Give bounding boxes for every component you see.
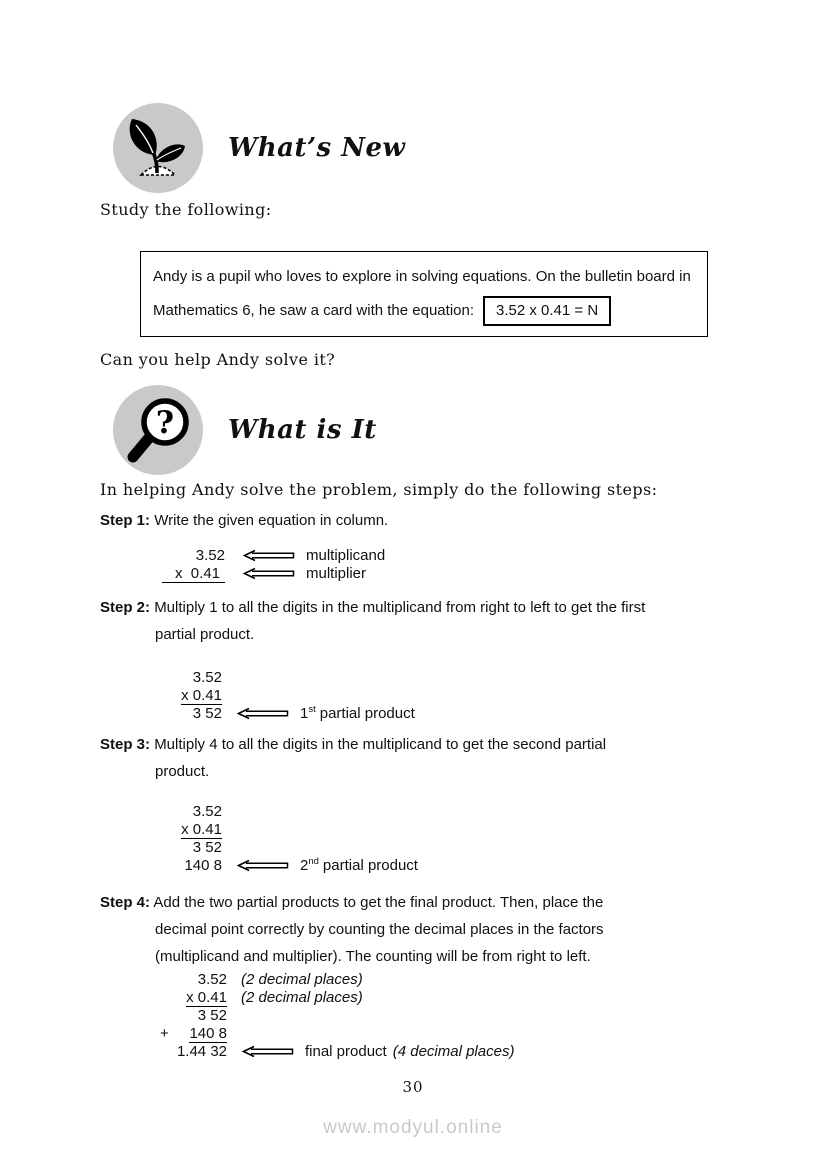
work-row (160, 1024, 514, 1042)
multiplier-label: multiplier (306, 564, 367, 582)
work-row (160, 856, 418, 874)
multiplicand-value: 3.52 (195, 546, 225, 564)
step-3-text-line2: product. (155, 763, 210, 780)
final-product-label: final product (305, 1042, 387, 1060)
partial-product-2-value: 140 8 (184, 856, 222, 874)
story-line-2: Mathematics 6, he saw a card with the equation: (153, 302, 475, 319)
step-4-paragraph (100, 889, 604, 970)
step-2-text-line2: partial product. (155, 626, 255, 643)
decimal-places-note-2: (2 decimal places) (241, 988, 363, 1006)
step-3-text-line1: Multiply 4 to all the digits in the multiplicand to get the second partial (154, 736, 607, 753)
multiplicand-value: 3.52 (192, 668, 222, 686)
step-4-label: Step 4: (100, 894, 151, 911)
study-intro-text: Study the following: (100, 200, 272, 219)
step-4-text-line1: Add the two partial products to get the final product. Then, place the (153, 894, 604, 911)
equation-chip: 3.52 x 0.41 = N (483, 296, 611, 326)
step3-worked-example (160, 802, 418, 874)
step-2-text-line1: Multiply 1 to all the digits in the multiplicand from right to left to get the first (154, 599, 646, 616)
work-row (160, 988, 514, 1006)
step-4-text-line2: decimal point correctly by counting the decimal places in the factors (155, 921, 604, 938)
page-number: 30 (402, 1078, 424, 1096)
step-3-paragraph (100, 731, 606, 785)
watermark-text: www.modyul.online (323, 1117, 503, 1138)
work-row (160, 1006, 514, 1024)
svg-text:?: ? (155, 405, 175, 441)
step-1-paragraph (100, 507, 388, 534)
final-product-value: 1.44 32 (176, 1042, 227, 1060)
partial-product-1-value: 3 52 (192, 704, 222, 722)
story-line-1: Andy is a pupil who loves to explore in solving equations. On the bulletin board in (153, 268, 691, 285)
step1-worked-example (160, 546, 385, 582)
work-row (160, 564, 385, 582)
left-arrow-icon (235, 707, 291, 720)
step-2-paragraph (100, 594, 645, 648)
partial-product-2-label: 2nd partial product (300, 855, 418, 874)
multiplier-value: x 0.41 (181, 820, 222, 838)
seedling-icon (112, 102, 204, 194)
left-arrow-icon (241, 549, 297, 562)
work-row (160, 802, 418, 820)
magnifier-question-icon (112, 384, 204, 476)
partial-product-1-value: 3 52 (192, 838, 222, 856)
steps-intro-text: In helping Andy solve the problem, simply do the following steps: (100, 480, 658, 499)
step2-worked-example (160, 668, 415, 722)
work-row (160, 546, 385, 564)
story-box (140, 251, 708, 337)
plus-sign: + (160, 1024, 169, 1042)
step4-worked-example (160, 970, 514, 1060)
what-is-it-title: What is It (228, 415, 377, 445)
partial-product-2-value: 140 8 (189, 1024, 227, 1042)
multiplier-value: x 0.41 (162, 565, 225, 583)
partial-product-1-label: 1st partial product (300, 703, 415, 722)
step-3-label: Step 3: (100, 736, 151, 753)
left-arrow-icon (240, 1045, 296, 1058)
whats-new-header (112, 102, 405, 194)
left-arrow-icon (235, 859, 291, 872)
work-row (160, 1042, 514, 1060)
final-decimal-places-note: (4 decimal places) (392, 1042, 515, 1060)
step-4-text-line3: (multiplicand and multiplier). The counting will be from right to left. (155, 948, 591, 965)
step-1-text: Write the given equation in column. (154, 512, 389, 529)
step-2-label: Step 2: (100, 599, 151, 616)
question-text: Can you help Andy solve it? (100, 350, 336, 369)
decimal-places-note-1: (2 decimal places) (241, 970, 363, 988)
work-row (160, 820, 418, 838)
work-row (160, 668, 415, 686)
multiplicand-value: 3.52 (197, 970, 227, 988)
multiplier-value: x 0.41 (186, 988, 227, 1006)
whats-new-title: What’s New (228, 133, 406, 163)
partial-product-1-value: 3 52 (197, 1006, 227, 1024)
multiplicand-label: multiplicand (306, 546, 386, 564)
multiplicand-value: 3.52 (192, 802, 222, 820)
work-row (160, 704, 415, 722)
work-row (160, 838, 418, 856)
what-is-it-header (112, 384, 377, 476)
multiplier-value: x 0.41 (181, 686, 222, 704)
step-1-label: Step 1: (100, 512, 151, 529)
left-arrow-icon (241, 567, 297, 580)
work-row (160, 970, 514, 988)
work-row (160, 686, 415, 704)
